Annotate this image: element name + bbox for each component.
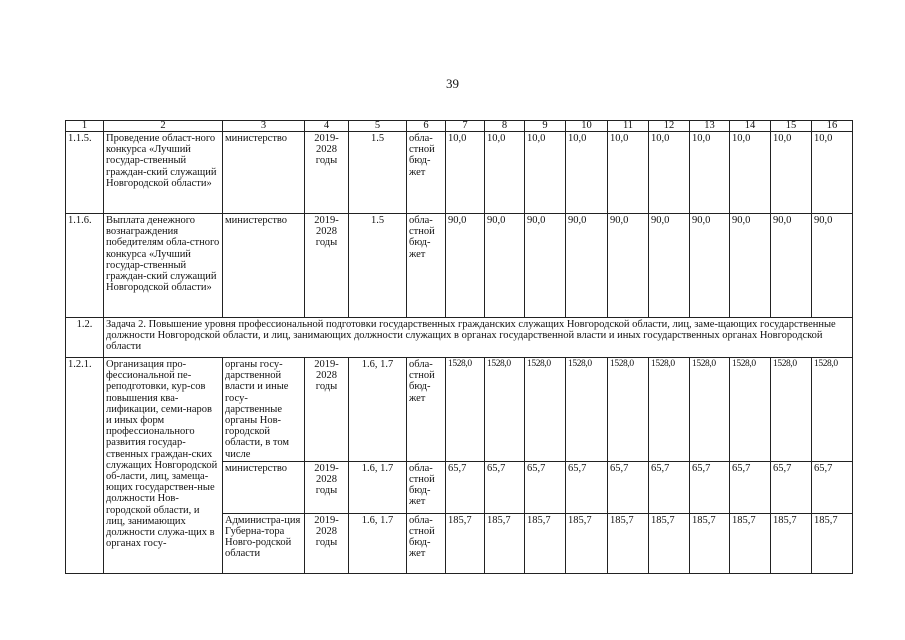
row-executor: министерство	[223, 132, 305, 214]
row-value: 10,0	[690, 132, 730, 214]
row-code: 1.1.5.	[66, 132, 104, 214]
row-executor: органы госу-дарственной власти и иные госу-дарственные органы Нов-городской области, в том числе	[223, 358, 305, 462]
row-value: 1528,0	[812, 358, 853, 462]
task-code: 1.2.	[66, 318, 104, 358]
row-target-indicator: 1.6, 1.7	[349, 513, 407, 573]
row-value: 1528,0	[649, 358, 690, 462]
row-code: 1.1.6.	[66, 214, 104, 318]
row-value: 65,7	[525, 461, 566, 513]
row-value: 65,7	[485, 461, 525, 513]
row-value: 185,7	[485, 513, 525, 573]
row-executor: министерство	[223, 214, 305, 318]
column-header-11: 11	[608, 121, 649, 132]
group-name: Организация про-фессиональной пе-реподготовки, кур-сов повышения ква-лификации, семи-наров и иных форм профессионального развития государ-ственных граждан-ских служащих Новгородской об-ласти, лиц, замеща-ющих государствен-ные должности Нов-городской области, и лиц, занимающих должности служа-щих в органах госу-	[104, 358, 223, 574]
row-value: 90,0	[608, 214, 649, 318]
row-executor: министерство	[223, 461, 305, 513]
row-value: 90,0	[730, 214, 771, 318]
row-value: 65,7	[812, 461, 853, 513]
row-value: 1528,0	[525, 358, 566, 462]
column-header-16: 16	[812, 121, 853, 132]
row-value: 10,0	[485, 132, 525, 214]
row-value: 185,7	[608, 513, 649, 573]
column-header-15: 15	[771, 121, 812, 132]
row-funding-source: обла-стной бюд-жет	[407, 461, 446, 513]
row-value: 10,0	[730, 132, 771, 214]
row-value: 185,7	[649, 513, 690, 573]
row-value: 185,7	[566, 513, 608, 573]
row-value: 185,7	[446, 513, 485, 573]
row-funding-source: обла-стной бюд-жет	[407, 214, 446, 318]
column-header-row	[66, 121, 853, 132]
row-value: 1528,0	[446, 358, 485, 462]
row-value: 65,7	[446, 461, 485, 513]
column-header-1: 1	[66, 121, 104, 132]
row-name: Выплата денежного вознаграждения победителям обла-стного конкурса «Лучший государ-ственный граждан-ский служащий Новгородской области»	[104, 214, 223, 318]
group-code: 1.2.1.	[66, 358, 104, 574]
row-value: 185,7	[525, 513, 566, 573]
row-value: 90,0	[649, 214, 690, 318]
row-target-indicator: 1.5	[349, 132, 407, 214]
task-text: Задача 2. Повышение уровня профессиональной подготовки государственных гражданских служащих Новгородской области, лиц, заме-щающих государственные должности Новгородской области, и лиц, занимающих должности служащих в органах государственной власти и иных государственных органах Новгородской области	[104, 318, 853, 358]
column-header-10: 10	[566, 121, 608, 132]
row-value: 90,0	[525, 214, 566, 318]
column-header-12: 12	[649, 121, 690, 132]
row-target-indicator: 1.6, 1.7	[349, 461, 407, 513]
table-row	[66, 358, 853, 462]
row-value: 185,7	[812, 513, 853, 573]
row-funding-source: обла-стной бюд-жет	[407, 513, 446, 573]
row-value: 65,7	[771, 461, 812, 513]
column-header-3: 3	[223, 121, 305, 132]
column-header-13: 13	[690, 121, 730, 132]
row-value: 10,0	[608, 132, 649, 214]
row-value: 90,0	[690, 214, 730, 318]
row-value: 185,7	[730, 513, 771, 573]
row-value: 1528,0	[608, 358, 649, 462]
row-value: 65,7	[649, 461, 690, 513]
row-period: 2019-2028 годы	[305, 132, 349, 214]
row-value: 65,7	[690, 461, 730, 513]
row-period: 2019-2028 годы	[305, 358, 349, 462]
column-header-7: 7	[446, 121, 485, 132]
row-value: 10,0	[771, 132, 812, 214]
column-header-9: 9	[525, 121, 566, 132]
row-value: 90,0	[812, 214, 853, 318]
column-header-8: 8	[485, 121, 525, 132]
row-value: 10,0	[566, 132, 608, 214]
row-value: 1528,0	[730, 358, 771, 462]
column-header-6: 6	[407, 121, 446, 132]
column-header-4: 4	[305, 121, 349, 132]
row-target-indicator: 1.5	[349, 214, 407, 318]
table-row	[66, 214, 853, 318]
row-value: 65,7	[566, 461, 608, 513]
row-value: 90,0	[446, 214, 485, 318]
row-value: 10,0	[649, 132, 690, 214]
program-activities-table	[65, 120, 853, 574]
row-value: 1528,0	[566, 358, 608, 462]
row-value: 10,0	[525, 132, 566, 214]
row-value: 90,0	[771, 214, 812, 318]
row-value: 65,7	[608, 461, 649, 513]
column-header-14: 14	[730, 121, 771, 132]
table-row	[66, 132, 853, 214]
row-period: 2019-2028 годы	[305, 214, 349, 318]
row-funding-source: обла-стной бюд-жет	[407, 358, 446, 462]
row-value: 1528,0	[485, 358, 525, 462]
task-row	[66, 318, 853, 358]
row-target-indicator: 1.6, 1.7	[349, 358, 407, 462]
row-period: 2019-2028 годы	[305, 513, 349, 573]
row-value: 90,0	[566, 214, 608, 318]
row-value: 10,0	[812, 132, 853, 214]
page-number: 39	[446, 76, 459, 91]
row-value: 1528,0	[771, 358, 812, 462]
row-name: Проведение област-ного конкурса «Лучший государ-ственный граждан-ский служащий Новгородской области»	[104, 132, 223, 214]
row-period: 2019-2028 годы	[305, 461, 349, 513]
row-value: 10,0	[446, 132, 485, 214]
row-value: 185,7	[690, 513, 730, 573]
row-value: 90,0	[485, 214, 525, 318]
row-funding-source: обла-стной бюд-жет	[407, 132, 446, 214]
row-executor: Администра-ция Губерна-тора Новго-родской области	[223, 513, 305, 573]
row-value: 65,7	[730, 461, 771, 513]
row-value: 185,7	[771, 513, 812, 573]
row-value: 1528,0	[690, 358, 730, 462]
column-header-5: 5	[349, 121, 407, 132]
column-header-2: 2	[104, 121, 223, 132]
